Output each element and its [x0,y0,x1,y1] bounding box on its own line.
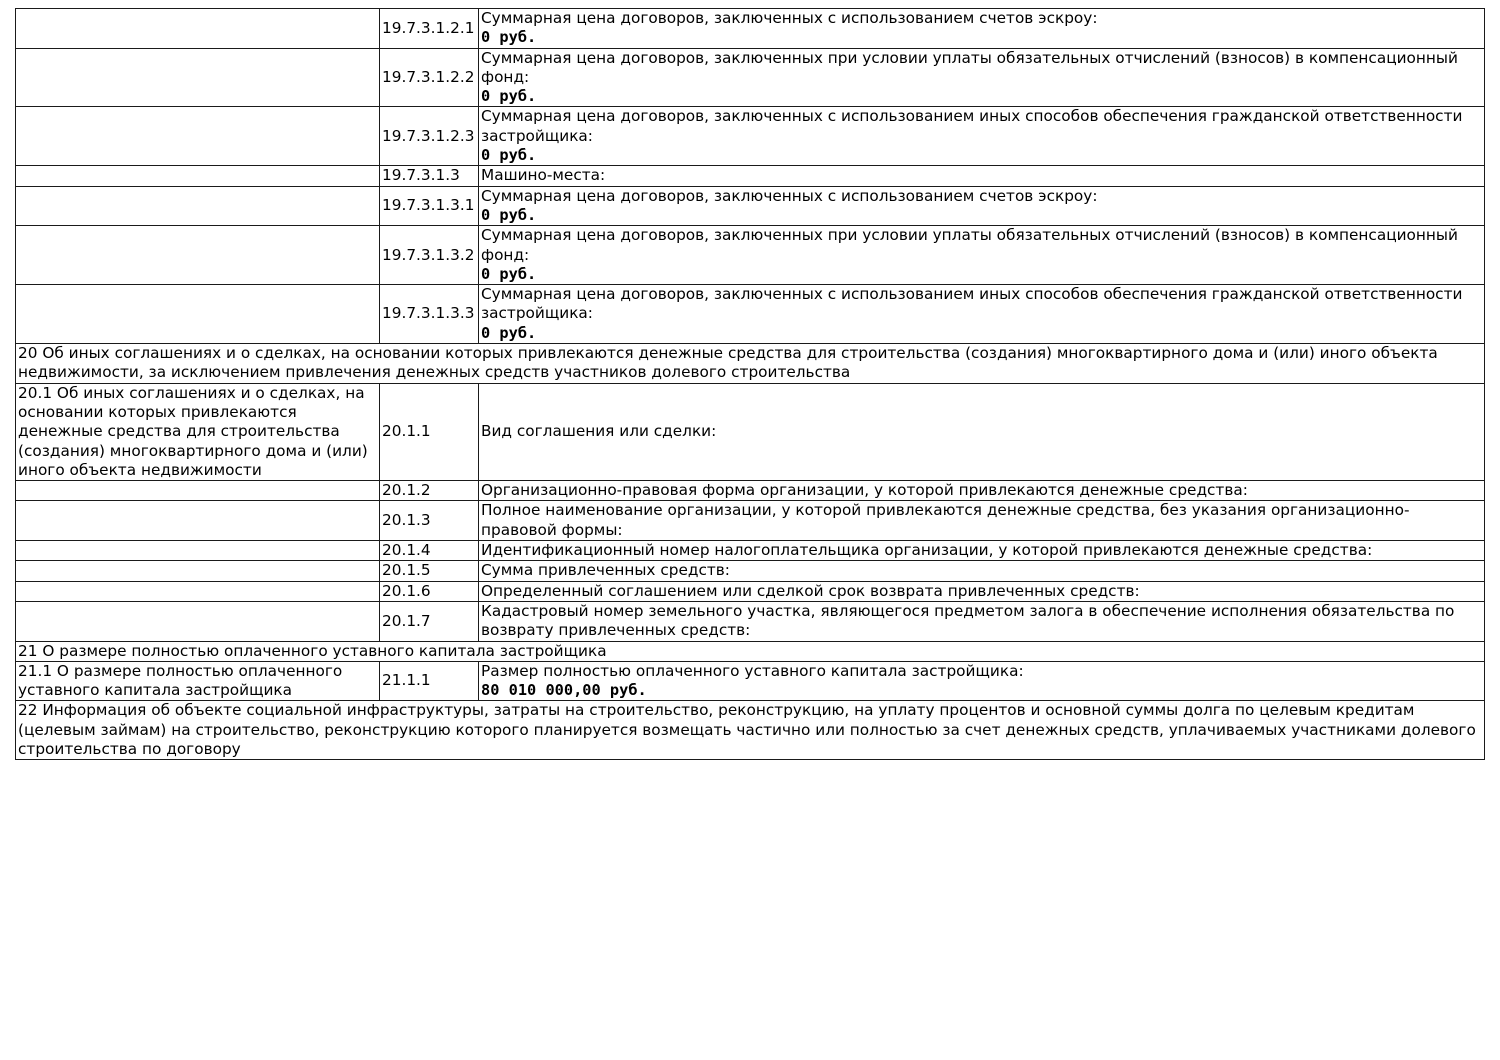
section-header: 21 О размере полностью оплаченного уставного капитала застройщика [16,641,1485,661]
item-content [479,581,1485,601]
section-cell [16,601,380,641]
section-cell [16,48,380,107]
item-number: 19.7.3.1.3.3 [380,285,479,344]
item-content [479,661,1485,701]
item-number: 21.1.1 [380,661,479,701]
item-label: Суммарная цена договоров, заключенных при условии уплаты обязательных отчислений (взносов) в компенсационный фонд: [481,48,1458,86]
item-label: Кадастровый номер земельного участка, являющегося предметом залога в обеспечение исполнения обязательства по возврату привлеченных средств: [481,601,1455,640]
section-cell [16,226,380,285]
item-number: 19.7.3.1.3.1 [380,186,479,226]
item-label: Суммарная цена договоров, заключенных с использованием иных способов обеспечения гражданской ответственности застройщика: [481,107,1463,145]
section-header-row [16,701,1485,760]
item-content [479,9,1485,49]
item-value: 0 руб. [481,87,537,106]
section-cell [16,107,380,166]
item-number: 20.1.6 [380,581,479,601]
section-header: 20 Об иных соглашениях и о сделках, на основании которых привлекаются денежные средства для строительства (создания) многоквартирного дома и (или) иного объекта недвижимости, за исключением привлечения денежных средств участников долевого строительства [16,344,1485,384]
table-row [16,661,1485,701]
declaration-table [15,8,1485,760]
table-row [16,501,1485,541]
section-cell [16,561,380,581]
item-content [479,383,1485,480]
item-number: 19.7.3.1.2.2 [380,48,479,107]
section-cell: 21.1 О размере полностью оплаченного уставного капитала застройщика [16,661,380,701]
item-content [479,186,1485,226]
item-number: 19.7.3.1.3 [380,166,479,186]
item-label: Сумма привлеченных средств: [481,561,730,580]
table-row [16,541,1485,561]
item-number: 20.1.2 [380,481,479,501]
item-value: 0 руб. [481,146,537,165]
section-cell [16,186,380,226]
item-content [479,561,1485,581]
item-value: 0 руб. [481,323,537,342]
item-content [479,107,1485,166]
item-label: Суммарная цена договоров, заключенных с использованием счетов эскроу: [481,186,1098,205]
item-number: 20.1.5 [380,561,479,581]
item-content [479,48,1485,107]
item-content [479,481,1485,501]
item-label: Размер полностью оплаченного уставного капитала застройщика: [481,661,1024,680]
table-row [16,226,1485,285]
table-row [16,285,1485,344]
section-header-row [16,641,1485,661]
section-header-row [16,344,1485,384]
section-header: 22 Информация об объекте социальной инфраструктуры, затраты на строительство, реконструкцию, на уплату процентов и основной суммы долга по целевым кредитам (целевым займам) на строительство, реконструкцию которого планируется возмещать частично или полностью за счет денежных средств, уплачиваемых участниками долевого строительства по договору [16,701,1485,760]
item-number: 20.1.1 [380,383,479,480]
section-cell [16,541,380,561]
table-row [16,9,1485,49]
item-content [479,601,1485,641]
table-row [16,601,1485,641]
item-label: Суммарная цена договоров, заключенных с использованием счетов эскроу: [481,9,1098,27]
item-label: Вид соглашения или сделки: [481,422,717,441]
section-cell [16,9,380,49]
item-content [479,285,1485,344]
item-label: Суммарная цена договоров, заключенных с использованием иных способов обеспечения гражданской ответственности застройщика: [481,285,1463,323]
table-row [16,107,1485,166]
item-number: 20.1.4 [380,541,479,561]
item-value: 80 010 000,00 руб. [481,681,647,700]
section-cell [16,285,380,344]
item-number: 20.1.7 [380,601,479,641]
table-row [16,186,1485,226]
item-number: 19.7.3.1.2.3 [380,107,479,166]
section-cell: 20.1 Об иных соглашениях и о сделках, на основании которых привлекаются денежные средства для строительства (создания) многоквартирного дома и (или) иного объекта недвижимости [16,383,380,480]
item-value: 0 руб. [481,264,537,283]
item-content [479,166,1485,186]
item-value: 0 руб. [481,205,537,224]
item-content [479,226,1485,285]
item-label: Полное наименование организации, у которой привлекаются денежные средства, без указания организационно-правовой формы: [481,501,1410,539]
item-value: 0 руб. [481,28,537,47]
item-content [479,541,1485,561]
table-row [16,48,1485,107]
section-cell [16,481,380,501]
item-label: Идентификационный номер налогоплательщика организации, у которой привлекаются денежные средства: [481,541,1373,560]
item-label: Организационно-правовая форма организации, у которой привлекаются денежные средства: [481,481,1248,500]
table-row [16,481,1485,501]
section-cell [16,166,380,186]
section-cell [16,581,380,601]
item-content [479,501,1485,541]
table-row [16,166,1485,186]
table-row [16,383,1485,480]
table-row [16,581,1485,601]
item-number: 19.7.3.1.2.1 [380,9,479,49]
item-label: Суммарная цена договоров, заключенных при условии уплаты обязательных отчислений (взносов) в компенсационный фонд: [481,226,1458,264]
item-number: 20.1.3 [380,501,479,541]
item-label: Определенный соглашением или сделкой срок возврата привлеченных средств: [481,581,1140,600]
table-row [16,561,1485,581]
section-cell [16,501,380,541]
item-number: 19.7.3.1.3.2 [380,226,479,285]
item-label: Машино-места: [481,166,606,185]
